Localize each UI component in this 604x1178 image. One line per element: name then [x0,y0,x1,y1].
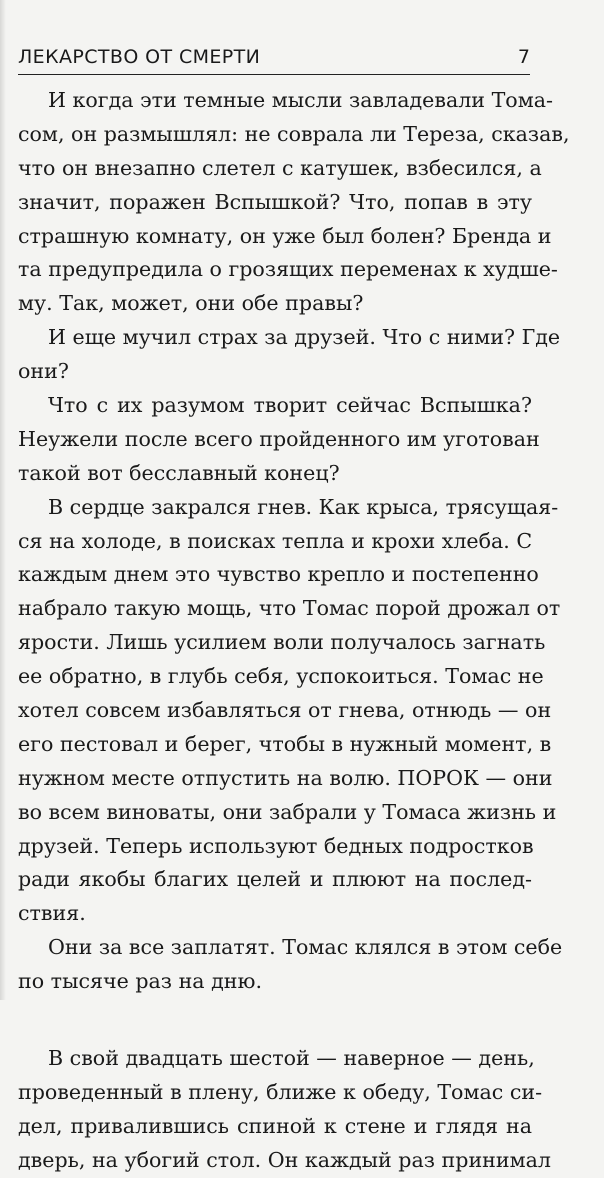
paragraph [18,931,563,999]
text-line: ради якобы благих целей и плюют на послед- [18,867,532,892]
text-line: проведенный в плену, ближе к обеду, Томас си- [18,1079,543,1104]
section-break [18,999,532,1042]
text-line: дел, привалившись спиной к стене и глядя на [18,1113,532,1138]
text-line: ярости. Лишь усилием воли получалось загнать [18,630,546,655]
page-number: 7 [517,46,530,68]
text-line: страшную комнату, он уже был болен? Бренда и [18,223,552,248]
text-line: ся на холоде, в поисках тепла и крохи хлеба. С [18,528,533,553]
text-line: В свой двадцать шестой — наверное — день, [48,1046,535,1071]
text-line: му. Так, может, они обе правы? [18,291,364,316]
book-title: ЛЕКАРСТВО ОТ СМЕРТИ [18,46,261,68]
text-line: во всем виноваты, они забрали у Томаса жизнь и [18,799,557,824]
text-line: по тысяче раз на дню. [18,969,262,994]
text-line: они? [18,359,69,384]
text-line: ствия. [18,901,86,926]
text-line: И еще мучил страх за друзей. Что с ними? Где [48,325,561,350]
paragraph [18,1042,551,1178]
text-line: та предупредила о грозящих переменах к худше- [18,257,558,282]
paragraph [18,84,570,321]
text-line: значит, поражен Вспышкой? Что, попав в эту [18,189,532,214]
text-line: такой вот бесславный конец? [18,460,340,485]
text-line: Неужели после всего пройденного им уготован [18,426,540,451]
text-line: каждым днем это чувство крепло и постепенно [18,562,539,587]
page-edge-shadow [0,0,6,1000]
header-divider [18,74,530,75]
text-line: И когда эти темные мысли завладевали Тома- [48,88,553,112]
paragraph [18,321,561,389]
text-line: ее обратно, в глубь себя, успокоиться. Томас не [18,664,544,689]
text-line: его пестовал и берег, чтобы в нужный момент, в [18,731,552,756]
text-line: друзей. Теперь используют бедных подростков [18,833,534,858]
text-line: нужном месте отпустить на волю. ПОРОК — они [18,765,553,790]
paragraph [18,389,540,491]
text-line: набрало такую мощь, что Томас порой дрожал от [18,596,561,621]
text-body [18,84,570,1178]
text-line: Что с их разумом творит сейчас Вспышка? [48,393,532,418]
text-line: сом, он размышлял: не соврала ли Тереза, сказав, [18,121,570,146]
text-line: хотел совсем избавляться от гнева, отнюдь — он [18,698,552,723]
paragraph [18,491,561,932]
text-line: что он внезапно слетел с катушек, взбесился, а [18,155,542,180]
text-line: В сердце закрался гнев. Как крыса, трясущая- [48,494,559,519]
text-line: дверь, на убогий стол. Он каждый раз принимал [18,1147,551,1172]
text-line: Они за все заплатят. Томас клялся в этом себе [48,935,563,960]
running-header [18,44,530,72]
